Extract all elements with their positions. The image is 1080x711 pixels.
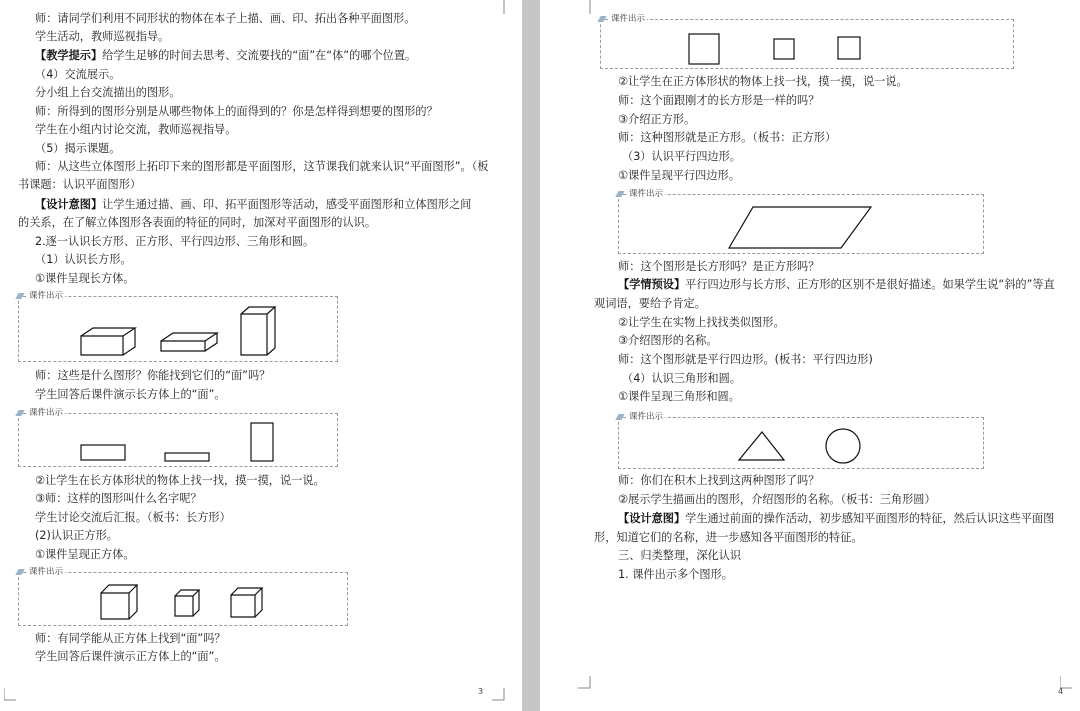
paragraph-line: 师：这个面跟刚才的长方形是一样的吗？ [618, 94, 820, 107]
paragraph-line: ③师：这样的图形叫什么名字呢？ [35, 492, 202, 505]
paragraph-line: 学生回答后课件演示正方体上的“面”。 [35, 650, 226, 663]
paragraph-line: 2.逐一认识长方形、正方形、平行四边形、三角形和圆。 [35, 235, 315, 248]
paragraph-line [618, 511, 1054, 526]
bold-label: 【设计意图】 [35, 198, 103, 211]
cube-shape [231, 588, 262, 617]
paragraph-line: （1）认识长方形。 [35, 253, 132, 266]
paragraph-line: （4）认识三角形和圆。 [622, 372, 741, 385]
page-corner-mark [578, 676, 592, 690]
paragraph-line: 1. 课件出示多个图形。 [618, 568, 733, 581]
paragraph-line: 师：你们在积木上找到这两种图形了吗？ [618, 474, 820, 487]
cube-shape [175, 590, 199, 616]
paragraph-line: 师：有同学能从正方体上找到“面”吗？ [35, 632, 226, 645]
square-shape [689, 34, 719, 64]
courseware-box-label: 课件出示 [29, 567, 64, 577]
paragraph-line: ①课件呈现长方体。 [35, 272, 135, 285]
tall-cuboid-shape [241, 307, 275, 355]
bold-label: 【教学提示】 [35, 49, 103, 62]
page-gap [522, 0, 540, 711]
shape-figure [19, 297, 337, 361]
paragraph-line: 师：这个图形就是平行四边形。(板书：平行四边形) [618, 353, 873, 366]
paragraph-text: 学生通过前面的操作活动，初步感知平面图形的特征，然后认识这些平面图 [685, 512, 1055, 525]
cube-shape [101, 585, 137, 619]
rectangle-shape [81, 445, 125, 460]
paragraph-text: 平行四边形与长方形、正方形的区别不是很好描述。如果学生说“斜的”等直 [685, 278, 1055, 291]
courseware-box-parallelogram [618, 189, 984, 254]
document-page-left [0, 0, 522, 711]
paragraph-line: ①课件呈现正方体。 [35, 548, 135, 561]
paragraph-line: ③介绍图形的名称。 [618, 334, 718, 347]
paragraph-line: ③介绍正方形。 [618, 113, 696, 126]
paragraph-line: 师：这些是什么图形？你能找到它们的“面”吗？ [35, 369, 271, 382]
paragraph-line: 学生回答后课件演示长方体上的“面”。 [35, 388, 226, 401]
page-number: 4 [1058, 687, 1064, 696]
shape-figure [619, 195, 983, 253]
shape-figure [601, 20, 1013, 68]
paragraph-line: 三、归类整理，深化认识 [618, 549, 742, 562]
page-corner-mark [4, 688, 18, 702]
paragraph-text: 给学生足够的时间去思考、交流要找的“面”在“体”的哪个位置。 [102, 49, 417, 62]
paragraph-line: 观词语，要给予肯定。 [594, 297, 706, 310]
paragraph-text: 让学生通过描、画、印、拓平面图形等活动，感受平面图形和立体图形之间 [102, 198, 472, 211]
square-shape [838, 37, 860, 59]
paragraph-line: (2)认识正方形。 [35, 529, 118, 542]
shape-figure [19, 573, 347, 625]
paragraph-line: ②展示学生描画出的图形，介绍图形的名称。（板书：三角形圆） [618, 493, 936, 506]
paragraph-line: 形，知道它们的名称，进一步感知各平面图形的特征。 [594, 531, 863, 544]
bold-label: 【学情预设】 [618, 278, 686, 291]
square-shape [774, 39, 794, 59]
paragraph-line: 分小组上台交流描出的图形。 [35, 86, 181, 99]
paragraph-line: 学生活动，教师巡视指导。 [35, 30, 170, 43]
cuboid-shape [81, 328, 135, 355]
paragraph-line [618, 277, 1055, 292]
paragraph-line: 师：这个图形是长方形吗？是正方形吗？ [618, 260, 820, 273]
paragraph-line: 师：这种图形就是正方形。（板书：正方形） [618, 131, 837, 144]
courseware-box-label: 课件出示 [629, 412, 664, 422]
paragraph-line: 学生讨论交流后汇报。（板书：长方形） [35, 511, 231, 524]
paragraph-line: ②让学生在正方体形状的物体上找一找，摸一摸，说一说。 [618, 75, 908, 88]
paragraph-line: ②让学生在实物上找找类似图形。 [618, 316, 785, 329]
paragraph-line: （5）揭示课题。 [35, 142, 121, 155]
courseware-box-triangle-circle [618, 412, 984, 469]
courseware-box-cuboids [18, 291, 338, 362]
page-corner-mark [578, 0, 592, 14]
paragraph-line: （3）认识平行四边形。 [622, 150, 741, 163]
paragraph-line: 学生在小组内讨论交流，教师巡视指导。 [35, 123, 237, 136]
paragraph-line: ②让学生在长方体形状的物体上找一找，摸一摸，说一说。 [35, 474, 325, 487]
courseware-box-label: 课件出示 [611, 14, 646, 24]
shape-figure [19, 414, 337, 466]
parallelogram-shape [729, 207, 871, 248]
paragraph-line: 师：从这些立体图形上拓印下来的图形都是平面图形，这节课我们就来认识“平面图形”。（板 [35, 160, 489, 173]
paragraph-line [35, 197, 471, 212]
page-corner-mark [492, 688, 506, 702]
rectangle-shape [251, 423, 273, 461]
paragraph-line [35, 48, 416, 63]
courseware-box-label: 课件出示 [629, 189, 664, 199]
paragraph-line: ①课件呈现平行四边形。 [618, 169, 740, 182]
paragraph-line: 的关系，在了解立体图形各表面的特征的同时，加深对平面图形的认识。 [18, 216, 377, 229]
paragraph-line: 师：请同学们利用不同形状的物体在本子上描、画、印、拓出各种平面图形。 [35, 12, 416, 25]
courseware-box-cubes [18, 567, 348, 626]
paragraph-line: 书课题：认识平面图形） [18, 178, 142, 191]
rectangle-shape [165, 453, 209, 461]
shape-figure [619, 418, 983, 468]
flat-cuboid-shape [161, 333, 217, 351]
circle-shape [826, 429, 860, 463]
paragraph-line: ①课件呈现三角形和圆。 [618, 390, 740, 403]
courseware-box-squares [600, 14, 1014, 69]
bold-label: 【设计意图】 [618, 512, 686, 525]
page-corner-mark [492, 0, 506, 14]
document-page-right [540, 0, 1080, 711]
paragraph-line: （4）交流展示。 [35, 68, 121, 81]
courseware-box-label: 课件出示 [29, 408, 64, 418]
paragraph-line: 师：所得到的图形分别是从哪些物体上的面得到的？你是怎样得到想要的图形的？ [35, 105, 438, 118]
triangle-shape [739, 432, 784, 460]
courseware-box-label: 课件出示 [29, 291, 64, 301]
courseware-box-rectangles [18, 408, 338, 467]
page-number: 3 [478, 687, 484, 696]
